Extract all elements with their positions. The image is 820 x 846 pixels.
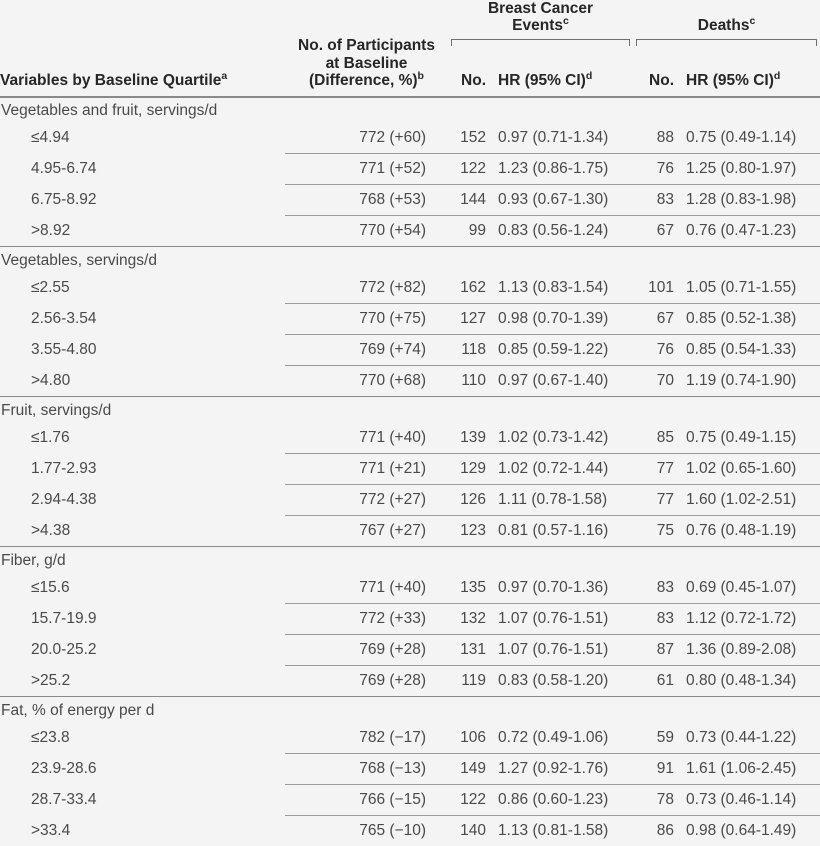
quartile-label: 2.56-3.54 bbox=[31, 309, 97, 327]
events-count: 122 bbox=[460, 790, 486, 808]
deaths-hazard-ratio: 0.73 (0.44-1.22) bbox=[686, 728, 797, 746]
events-count: 162 bbox=[460, 278, 486, 296]
participants-value: 768 (+53) bbox=[359, 190, 426, 208]
variable-column-header bbox=[0, 46, 285, 92]
participants-value: 767 (+27) bbox=[359, 521, 426, 539]
events-hr-label: HR (95% CI) bbox=[498, 71, 586, 89]
header-participants-row bbox=[0, 37, 820, 46]
table-row bbox=[0, 516, 820, 546]
participants-column-header bbox=[285, 37, 448, 92]
participants-value: 772 (+27) bbox=[359, 490, 426, 508]
deaths-hazard-ratio: 0.75 (0.49-1.14) bbox=[686, 128, 797, 146]
section-header-row bbox=[0, 398, 820, 423]
events-hr-header bbox=[490, 46, 633, 92]
deaths-count: 85 bbox=[656, 428, 675, 446]
deaths-count: 87 bbox=[656, 640, 675, 658]
participants-value: 772 (+60) bbox=[359, 128, 426, 146]
deaths-hazard-ratio: 1.60 (1.02-2.51) bbox=[686, 490, 797, 508]
quartile-label: ≤2.55 bbox=[31, 278, 70, 296]
participants-superscript: b bbox=[417, 69, 424, 82]
events-bracket-bar bbox=[451, 39, 630, 46]
events-hazard-ratio: 1.11 (0.78-1.58) bbox=[498, 490, 608, 508]
participants-value: 771 (+52) bbox=[359, 159, 426, 177]
quartile-label: ≤4.94 bbox=[31, 128, 70, 146]
table-header bbox=[0, 0, 820, 97]
participants-value: 769 (+28) bbox=[359, 640, 426, 658]
events-hazard-ratio: 1.23 (0.86-1.75) bbox=[498, 159, 609, 177]
participants-value: 772 (+33) bbox=[359, 609, 426, 627]
deaths-count: 78 bbox=[656, 790, 675, 808]
events-no-header: No. bbox=[461, 71, 486, 89]
deaths-count: 77 bbox=[656, 459, 675, 477]
quartile-label: 28.7-33.4 bbox=[31, 790, 97, 808]
quartile-label: ≤23.8 bbox=[31, 728, 70, 746]
events-count: 131 bbox=[460, 640, 486, 658]
events-count: 123 bbox=[460, 521, 486, 539]
table-row bbox=[0, 304, 820, 334]
events-count: 144 bbox=[460, 190, 486, 208]
events-hr-superscript: d bbox=[585, 69, 593, 82]
events-group-title bbox=[448, 0, 633, 37]
header-group-row bbox=[0, 0, 820, 37]
section-header-row bbox=[0, 548, 820, 573]
deaths-hazard-ratio: 1.36 (0.89-2.08) bbox=[686, 640, 797, 658]
deaths-bracket bbox=[633, 37, 820, 46]
participants-value: 782 (−17) bbox=[359, 728, 426, 746]
participants-value: 771 (+40) bbox=[359, 578, 426, 596]
deaths-count: 76 bbox=[656, 159, 675, 177]
participants-value: 769 (+28) bbox=[359, 671, 426, 689]
header-spacer-variable bbox=[0, 0, 285, 37]
events-hazard-ratio: 0.85 (0.59-1.22) bbox=[498, 340, 609, 358]
deaths-hazard-ratio: 0.69 (0.45-1.07) bbox=[686, 578, 797, 596]
participants-line2: at Baseline bbox=[325, 54, 408, 72]
events-hazard-ratio: 1.07 (0.76-1.51) bbox=[498, 609, 609, 627]
section-name: Fat, % of energy per d bbox=[1, 701, 155, 719]
quartile-label: >4.80 bbox=[31, 371, 71, 389]
events-count: 140 bbox=[460, 821, 486, 839]
quartile-label: 1.77-2.93 bbox=[31, 459, 97, 477]
events-hazard-ratio: 1.07 (0.76-1.51) bbox=[498, 640, 609, 658]
deaths-count: 70 bbox=[656, 371, 675, 389]
table-row bbox=[0, 816, 820, 846]
deaths-hazard-ratio: 1.02 (0.65-1.60) bbox=[686, 459, 797, 477]
deaths-count: 101 bbox=[648, 278, 675, 296]
deaths-hazard-ratio: 0.80 (0.48-1.34) bbox=[686, 671, 797, 689]
events-hazard-ratio: 1.02 (0.72-1.44) bbox=[498, 459, 609, 477]
deaths-count: 59 bbox=[656, 728, 675, 746]
participants-value: 769 (+74) bbox=[359, 340, 426, 358]
deaths-count: 77 bbox=[656, 490, 675, 508]
events-count: 118 bbox=[461, 340, 486, 358]
events-hazard-ratio: 0.81 (0.57-1.16) bbox=[498, 521, 609, 539]
quartile-label: 2.94-4.38 bbox=[31, 490, 97, 508]
deaths-hazard-ratio: 1.05 (0.71-1.55) bbox=[686, 278, 797, 296]
table-body bbox=[0, 97, 820, 846]
deaths-count: 75 bbox=[656, 521, 675, 539]
events-hazard-ratio: 0.86 (0.60-1.23) bbox=[498, 790, 609, 808]
deaths-hr-header bbox=[678, 46, 820, 92]
events-count: 127 bbox=[460, 309, 486, 327]
deaths-count: 76 bbox=[656, 340, 675, 358]
variable-column-label: Variables by Baseline Quartile bbox=[0, 71, 222, 89]
deaths-group-superscript: c bbox=[749, 14, 756, 27]
deaths-count: 83 bbox=[656, 578, 675, 596]
participants-value: 768 (−13) bbox=[359, 759, 426, 777]
header-spacer-variable-2 bbox=[0, 37, 285, 46]
table-row bbox=[0, 335, 820, 365]
events-count: 110 bbox=[461, 371, 486, 389]
participants-value: 770 (+68) bbox=[359, 371, 426, 389]
events-hazard-ratio: 0.98 (0.70-1.39) bbox=[498, 309, 609, 327]
table-row bbox=[0, 123, 820, 153]
table-row bbox=[0, 635, 820, 665]
deaths-hr-label: HR (95% CI) bbox=[686, 71, 774, 89]
quartile-label: >25.2 bbox=[31, 671, 71, 689]
variable-column-superscript: a bbox=[221, 69, 228, 82]
events-hazard-ratio: 0.97 (0.71-1.34) bbox=[498, 128, 609, 146]
events-bracket bbox=[448, 37, 633, 46]
events-count: 126 bbox=[460, 490, 486, 508]
participants-value: 771 (+40) bbox=[359, 428, 426, 446]
participants-value: 770 (+54) bbox=[359, 221, 426, 239]
deaths-count: 91 bbox=[656, 759, 675, 777]
events-hazard-ratio: 1.27 (0.92-1.76) bbox=[498, 759, 609, 777]
section-name: Fiber, g/d bbox=[1, 551, 66, 569]
deaths-count: 88 bbox=[656, 128, 675, 146]
header-spacer-participants bbox=[285, 0, 448, 37]
events-hazard-ratio: 1.13 (0.81-1.58) bbox=[498, 821, 609, 839]
table-row bbox=[0, 273, 820, 303]
table-row bbox=[0, 185, 820, 215]
deaths-count: 67 bbox=[656, 309, 675, 327]
deaths-count: 83 bbox=[656, 609, 675, 627]
table-row bbox=[0, 573, 820, 603]
quartile-label: 15.7-19.9 bbox=[31, 609, 97, 627]
table-row bbox=[0, 454, 820, 484]
section-name: Vegetables, servings/d bbox=[1, 251, 157, 269]
table-row bbox=[0, 754, 820, 784]
deaths-hazard-ratio: 1.12 (0.72-1.72) bbox=[686, 609, 797, 627]
table-row bbox=[0, 785, 820, 815]
section-header-row bbox=[0, 97, 820, 123]
deaths-count: 67 bbox=[656, 221, 675, 239]
quartile-label: 4.95-6.74 bbox=[31, 159, 97, 177]
table-row bbox=[0, 216, 820, 246]
participants-value: 766 (−15) bbox=[359, 790, 426, 808]
quartile-label: >33.4 bbox=[31, 821, 71, 839]
table-row bbox=[0, 666, 820, 696]
table-row bbox=[0, 604, 820, 634]
deaths-hazard-ratio: 0.76 (0.48-1.19) bbox=[686, 521, 797, 539]
participants-value: 765 (−10) bbox=[359, 821, 426, 839]
table-row bbox=[0, 423, 820, 453]
events-count: 135 bbox=[460, 578, 486, 596]
deaths-hr-superscript: d bbox=[773, 69, 781, 82]
deaths-hazard-ratio: 1.61 (1.06-2.45) bbox=[686, 759, 797, 777]
participants-line1: No. of Participants bbox=[298, 37, 435, 54]
deaths-bracket-bar bbox=[636, 39, 817, 46]
deaths-hazard-ratio: 0.85 (0.52-1.38) bbox=[686, 309, 797, 327]
deaths-count: 61 bbox=[656, 671, 675, 689]
section-header-row bbox=[0, 248, 820, 273]
table-row bbox=[0, 366, 820, 396]
deaths-hazard-ratio: 0.85 (0.54-1.33) bbox=[686, 340, 797, 358]
quartile-label: 3.55-4.80 bbox=[31, 340, 97, 358]
participants-value: 770 (+75) bbox=[359, 309, 426, 327]
section-name: Fruit, servings/d bbox=[1, 401, 112, 419]
events-hazard-ratio: 0.72 (0.49-1.06) bbox=[498, 728, 609, 746]
quartile-label: >4.38 bbox=[31, 521, 71, 539]
events-hazard-ratio: 1.02 (0.73-1.42) bbox=[498, 428, 609, 446]
events-count: 139 bbox=[460, 428, 486, 446]
deaths-hazard-ratio: 0.98 (0.64-1.49) bbox=[686, 821, 797, 839]
events-count: 129 bbox=[460, 459, 486, 477]
events-hazard-ratio: 0.97 (0.70-1.36) bbox=[498, 578, 609, 596]
deaths-hazard-ratio: 0.75 (0.49-1.15) bbox=[686, 428, 797, 446]
quartile-label: ≤15.6 bbox=[31, 578, 70, 596]
table-row bbox=[0, 154, 820, 184]
events-count: 132 bbox=[460, 609, 486, 627]
deaths-hazard-ratio: 1.28 (0.83-1.98) bbox=[686, 190, 797, 208]
events-hazard-ratio: 0.83 (0.56-1.24) bbox=[498, 221, 609, 239]
quartile-label: 6.75-8.92 bbox=[31, 190, 97, 208]
events-count: 106 bbox=[460, 728, 486, 746]
quartile-label: 23.9-28.6 bbox=[31, 759, 97, 777]
deaths-hazard-ratio: 0.76 (0.47-1.23) bbox=[686, 221, 797, 239]
deaths-no-header: No. bbox=[649, 71, 675, 89]
deaths-group-label: Deaths bbox=[697, 17, 750, 34]
section-name: Vegetables and fruit, servings/d bbox=[1, 101, 218, 119]
participants-value: 771 (+21) bbox=[359, 459, 426, 477]
events-count: 152 bbox=[460, 128, 486, 146]
deaths-hazard-ratio: 1.19 (0.74-1.90) bbox=[686, 371, 797, 389]
deaths-count: 83 bbox=[656, 190, 675, 208]
deaths-count: 86 bbox=[656, 821, 675, 839]
participants-line3: (Difference, %) bbox=[309, 72, 418, 89]
table-row bbox=[0, 485, 820, 515]
quartile-label: ≤1.76 bbox=[31, 428, 70, 446]
events-hazard-ratio: 0.93 (0.67-1.30) bbox=[498, 190, 609, 208]
table-row bbox=[0, 723, 820, 753]
events-group-line2: Events bbox=[512, 17, 563, 34]
section-header-row bbox=[0, 698, 820, 723]
events-group-superscript: c bbox=[563, 14, 569, 27]
deaths-hazard-ratio: 1.25 (0.80-1.97) bbox=[686, 159, 797, 177]
events-hazard-ratio: 1.13 (0.83-1.54) bbox=[498, 278, 609, 296]
events-group-line1: Breast Cancer bbox=[487, 0, 594, 17]
quartile-label: 20.0-25.2 bbox=[31, 640, 97, 658]
events-count: 149 bbox=[460, 759, 486, 777]
events-hazard-ratio: 0.83 (0.58-1.20) bbox=[498, 671, 609, 689]
events-count: 99 bbox=[468, 221, 486, 239]
events-count: 119 bbox=[461, 671, 486, 689]
quartile-label: >8.92 bbox=[31, 221, 71, 239]
participants-value: 772 (+82) bbox=[359, 278, 426, 296]
events-hazard-ratio: 0.97 (0.67-1.40) bbox=[498, 371, 609, 389]
deaths-group-title bbox=[633, 0, 820, 37]
deaths-hazard-ratio: 0.73 (0.46-1.14) bbox=[686, 790, 797, 808]
events-count: 122 bbox=[460, 159, 486, 177]
